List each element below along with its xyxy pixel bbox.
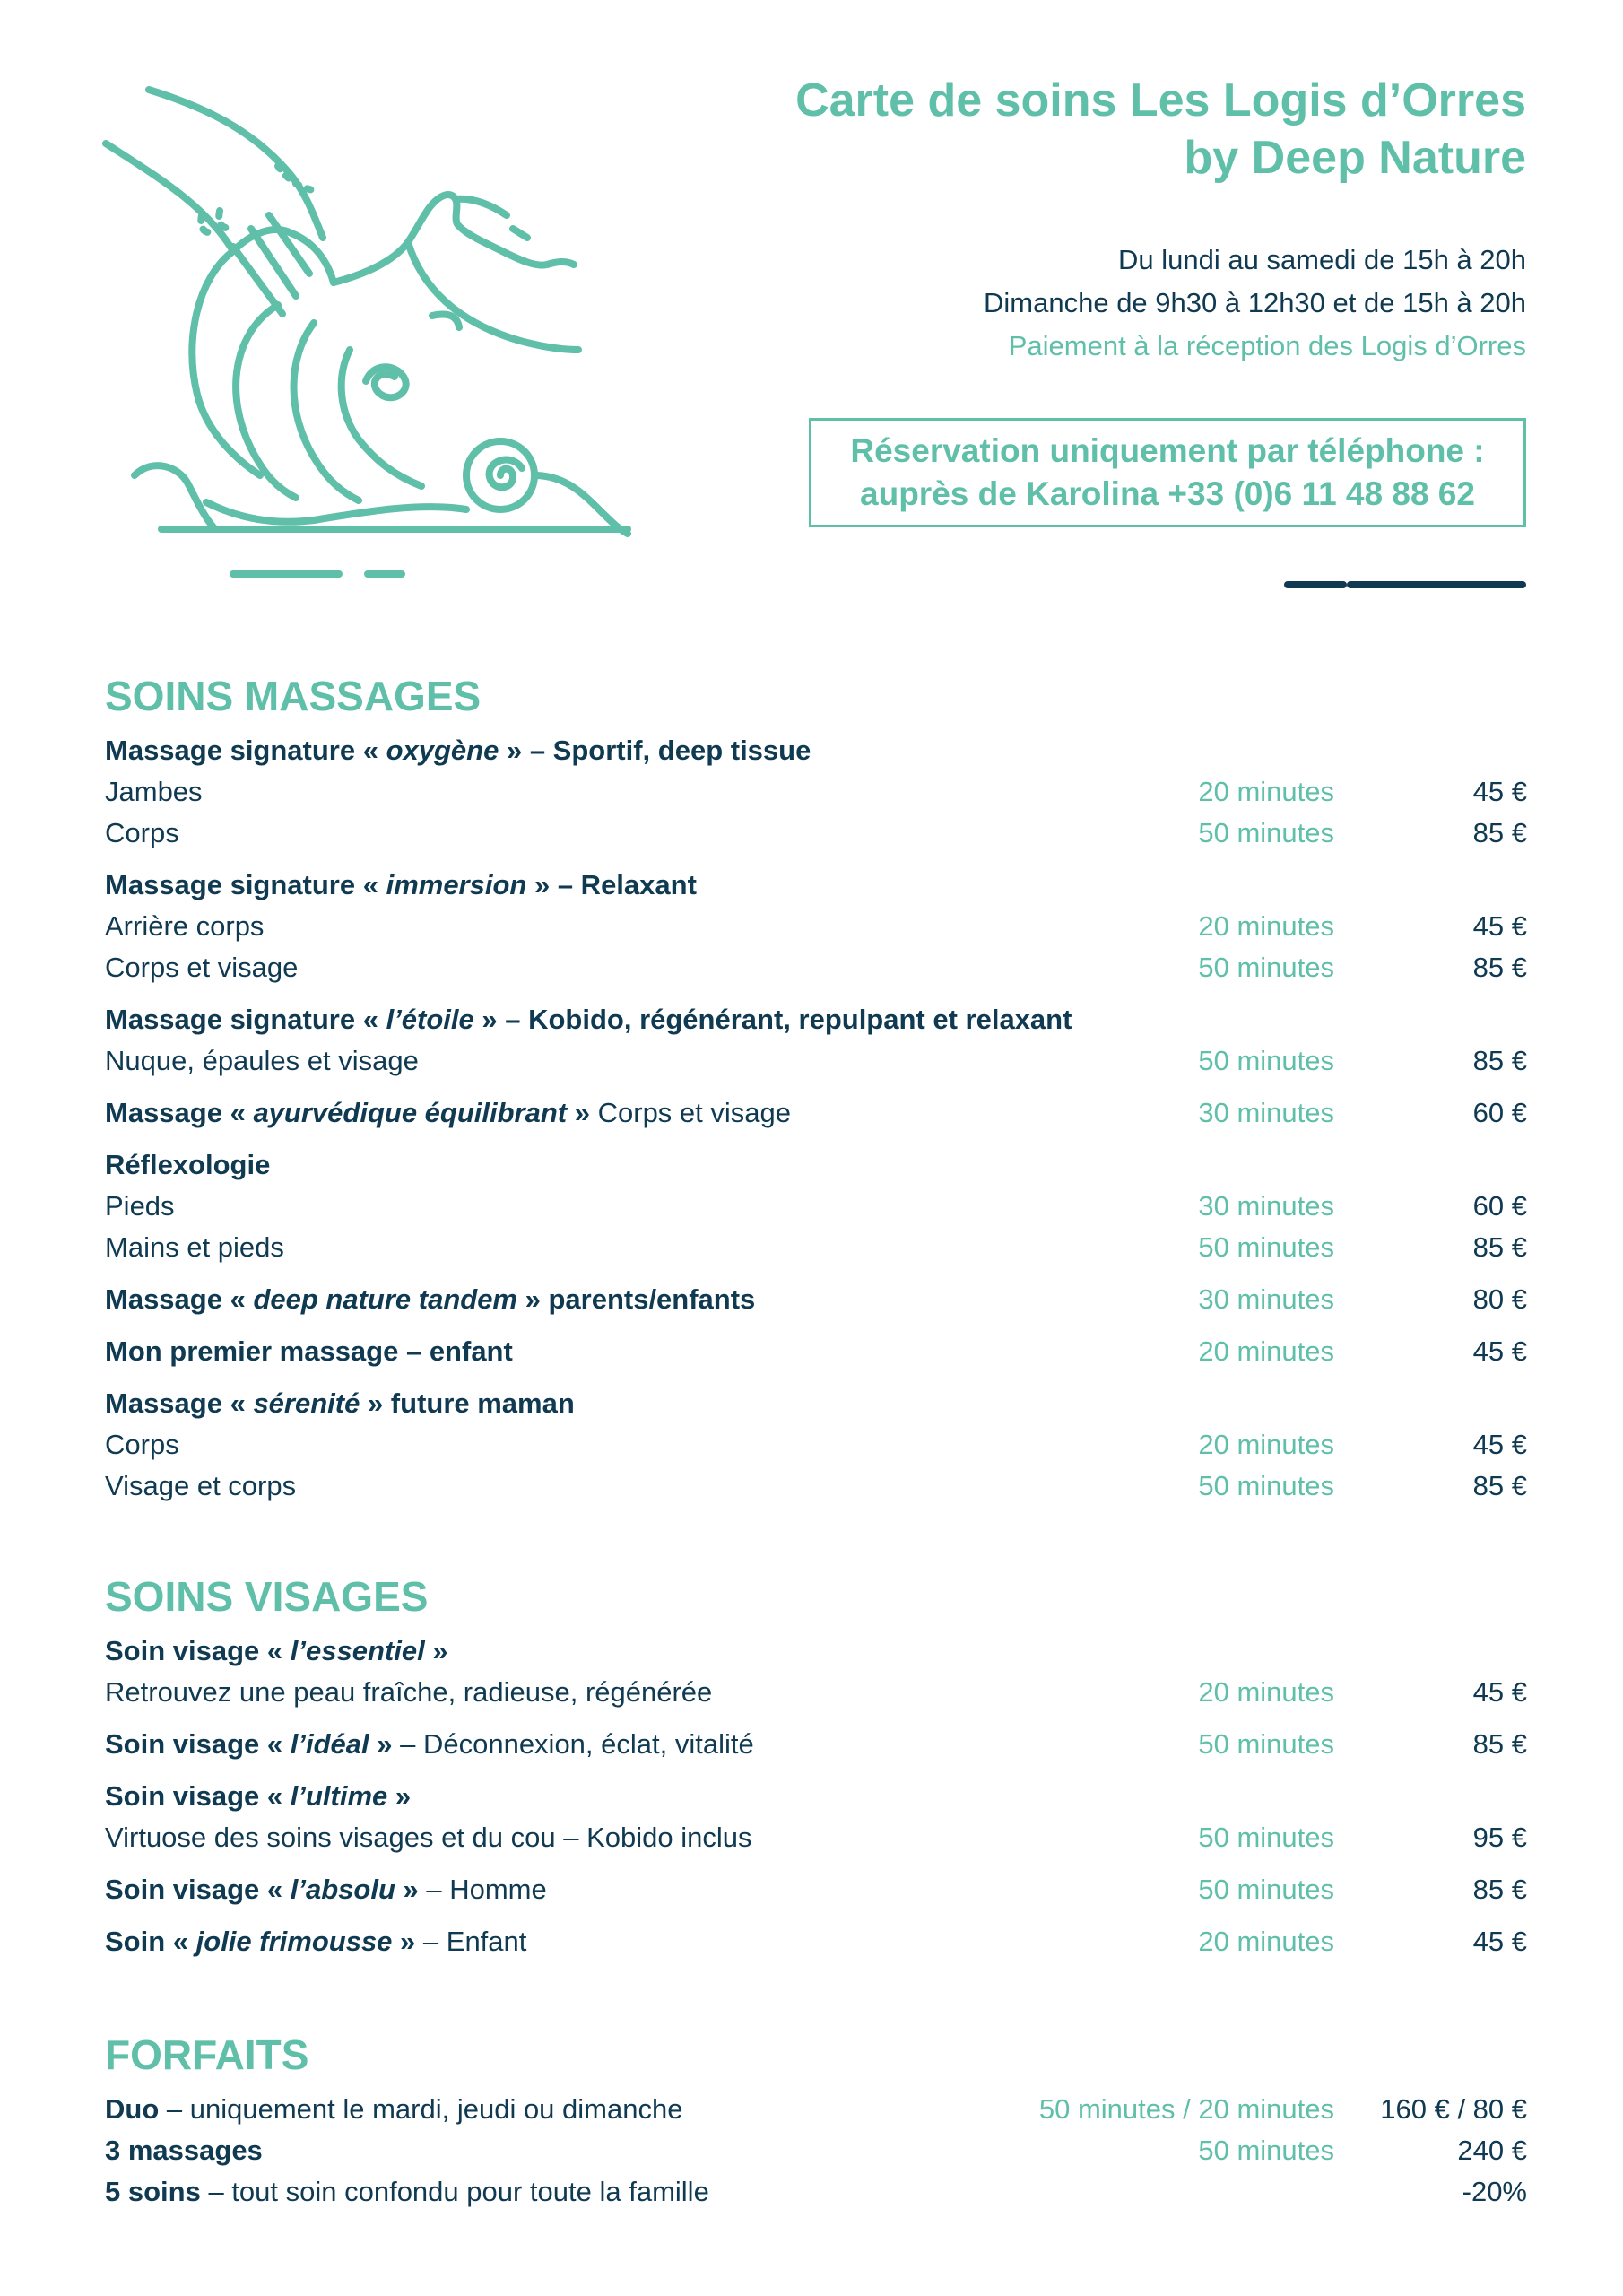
item-3-massages: 3 massages 50 minutes 240 € xyxy=(105,2135,1527,2166)
item-premier-massage: Mon premier massage – enfant 20 minutes 45 € xyxy=(105,1335,1527,1367)
list-item: Nuque, épaules et visage 50 minutes 85 € xyxy=(105,1045,1527,1076)
section-visages xyxy=(105,1571,1527,1962)
list-item: Retrouvez une peau fraîche, radieuse, régénérée 20 minutes 45 € xyxy=(105,1676,1527,1708)
hours-weekdays: Du lundi au samedi de 15h à 20h xyxy=(1118,244,1526,275)
massage-face-illustration-icon xyxy=(99,81,673,601)
item-5-soins: 5 soins – tout soin confondu pour toute la famille -20% xyxy=(105,2176,1527,2207)
list-item: Mains et pieds 50 minutes 85 € xyxy=(105,1231,1527,1263)
list-item: Corps et visage 50 minutes 85 € xyxy=(105,952,1527,983)
item-oxygene: Massage signature « oxygène » – Sportif, deep tissue xyxy=(105,735,812,766)
payment-info: Paiement à la réception des Logis d’Orres xyxy=(1008,330,1526,361)
decorative-dashes xyxy=(629,581,1526,592)
opening-hours xyxy=(629,239,1526,368)
reservation-box xyxy=(809,418,1526,527)
section-title-forfaits: FORFAITS xyxy=(105,2031,309,2078)
list-item: Pieds 30 minutes 60 € xyxy=(105,1190,1527,1222)
item-duo: Duo – uniquement le mardi, jeudi ou dimanche 50 minutes / 20 minutes 160 € / 80 € xyxy=(105,2093,1527,2125)
item-immersion: Massage signature « immersion » – Relaxant xyxy=(105,869,697,900)
section-massages xyxy=(105,671,1527,1507)
item-ideal: Soin visage « l’idéal » – Déconnexion, éclat, vitalité 50 minutes 85 € xyxy=(105,1728,1527,1760)
item-absolu: Soin visage « l’absolu » – Homme 50 minutes 85 € xyxy=(105,1874,1527,1905)
title-line-1: Carte de soins Les Logis d’Orres xyxy=(795,74,1526,126)
item-ayurvedique: Massage « ayurvédique équilibrant » Corps et visage 30 minutes 60 € xyxy=(105,1097,1527,1128)
page-title xyxy=(629,72,1526,187)
header xyxy=(629,72,1526,512)
item-essentiel: Soin visage « l’essentiel » xyxy=(105,1635,448,1666)
title-line-2: by Deep Nature xyxy=(1184,132,1526,184)
list-item: Virtuose des soins visages et du cou – Kobido inclus 50 minutes 95 € xyxy=(105,1822,1527,1853)
long-dash xyxy=(1347,581,1526,588)
hours-sunday: Dimanche de 9h30 à 12h30 et de 15h à 20h xyxy=(984,287,1526,318)
item-reflexologie: Réflexologie xyxy=(105,1149,271,1180)
list-item: Arrière corps 20 minutes 45 € xyxy=(105,910,1527,942)
section-title-visages: SOINS VISAGES xyxy=(105,1573,429,1620)
item-etoile: Massage signature « l’étoile » – Kobido, régénérant, repulpant et relaxant xyxy=(105,1004,1072,1035)
section-title-massages: SOINS MASSAGES xyxy=(105,673,482,719)
short-dash xyxy=(1284,581,1347,588)
item-ultime: Soin visage « l’ultime » xyxy=(105,1780,412,1812)
reservation-line-1: Réservation uniquement par téléphone : xyxy=(850,432,1485,469)
item-frimousse: Soin « jolie frimousse » – Enfant 20 minutes 45 € xyxy=(105,1926,1527,1957)
item-serenite: Massage « sérenité » future maman xyxy=(105,1387,575,1419)
item-tandem: Massage « deep nature tandem » parents/enfants 30 minutes 80 € xyxy=(105,1283,1527,1315)
reservation-line-2: auprès de Karolina +33 (0)6 11 48 88 62 xyxy=(860,475,1475,512)
list-item: Jambes 20 minutes 45 € xyxy=(105,776,1527,807)
list-item: Corps 20 minutes 45 € xyxy=(105,1429,1527,1460)
section-forfaits xyxy=(105,2030,1527,2213)
list-item: Corps 50 minutes 85 € xyxy=(105,817,1527,848)
list-item: Visage et corps 50 minutes 85 € xyxy=(105,1470,1527,1501)
